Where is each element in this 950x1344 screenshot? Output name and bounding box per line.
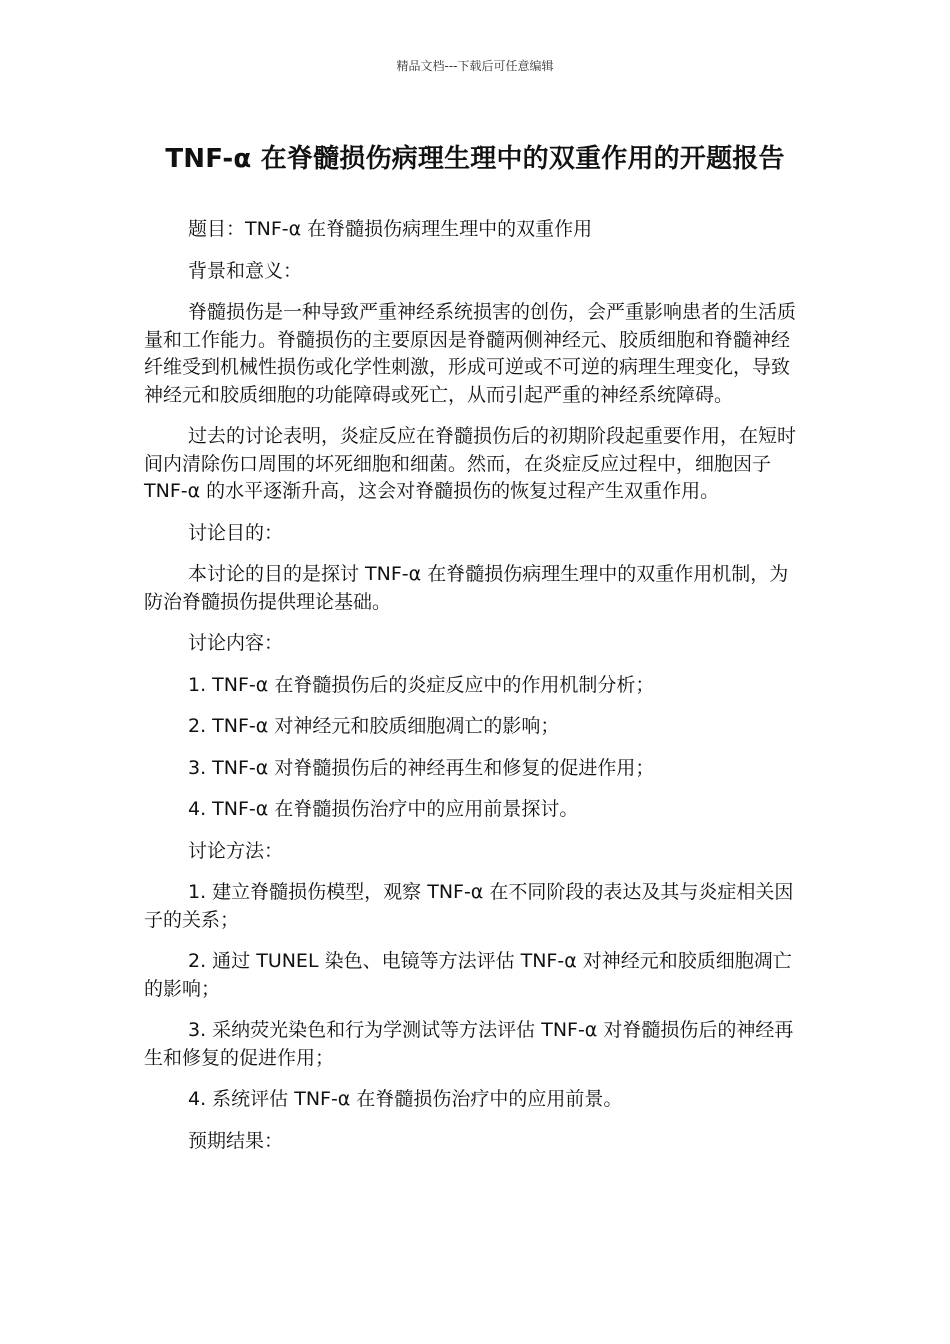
heading-methods: 讨论方法：	[188, 839, 284, 862]
heading-purpose: 讨论目的：	[188, 521, 284, 544]
paragraph-background-1: 脊髓损伤是一种导致严重神经系统损害的创伤，会严重影响患者的生活质量和工作能力。脊髓损伤的主要原因是脊髓两侧神经元、胶质细胞和脊髓神经纤维受到机械性损伤或化学性刺激，形成可逆或不可逆的病理生理变化，导致神经元和胶质细胞的功能障碍或死亡，从而引起严重的神经系统障碍。	[144, 301, 797, 406]
header-note: 精品文档---下载后可任意编辑	[396, 59, 554, 73]
method-item-2: 2. 通过 TUNEL 染色、电镜等方法评估 TNF-α 对神经元和胶质细胞凋亡的影响；	[144, 950, 792, 1000]
paragraph-purpose: 本讨论的目的是探讨 TNF-α 在脊髓损伤病理生理中的双重作用机制，为防治脊髓损伤提供理论基础。	[144, 563, 789, 613]
heading-expected-results: 预期结果：	[188, 1129, 284, 1152]
method-item-1: 1. 建立脊髓损伤模型，观察 TNF-α 在不同阶段的表达及其与炎症相关因子的关系；	[144, 881, 794, 931]
document-body	[144, 216, 806, 1169]
content-item-3: 3. TNF-α 对脊髓损伤后的神经再生和修复的促进作用；	[188, 756, 655, 779]
document-title: TNF-α 在脊髓损伤病理生理中的双重作用的开题报告	[165, 144, 785, 174]
heading-background: 背景和意义：	[188, 259, 303, 282]
heading-content: 讨论内容：	[188, 632, 284, 654]
paragraph-topic: 题目：TNF-α 在脊髓损伤病理生理中的双重作用	[188, 218, 593, 240]
content-item-2: 2. TNF-α 对神经元和胶质细胞凋亡的影响；	[188, 715, 560, 737]
content-item-4: 4. TNF-α 在脊髓损伤治疗中的应用前景探讨。	[188, 798, 579, 820]
paragraph-background-2: 过去的讨论表明，炎症反应在脊髓损伤后的初期阶段起重要作用，在短时间内清除伤口周围的坏死细胞和细菌。然而，在炎症反应过程中，细胞因子 TNF-α 的水平逐渐升高，这会对脊髓损伤的恢复过程产生双重作用。	[144, 425, 797, 502]
content-item-1: 1. TNF-α 在脊髓损伤后的炎症反应中的作用机制分析；	[188, 673, 655, 696]
method-item-3: 3. 采纳荧光染色和行为学测试等方法评估 TNF-α 对脊髓损伤后的神经再生和修复的促进作用；	[144, 1019, 794, 1069]
method-item-4: 4. 系统评估 TNF-α 在脊髓损伤治疗中的应用前景。	[188, 1088, 623, 1110]
